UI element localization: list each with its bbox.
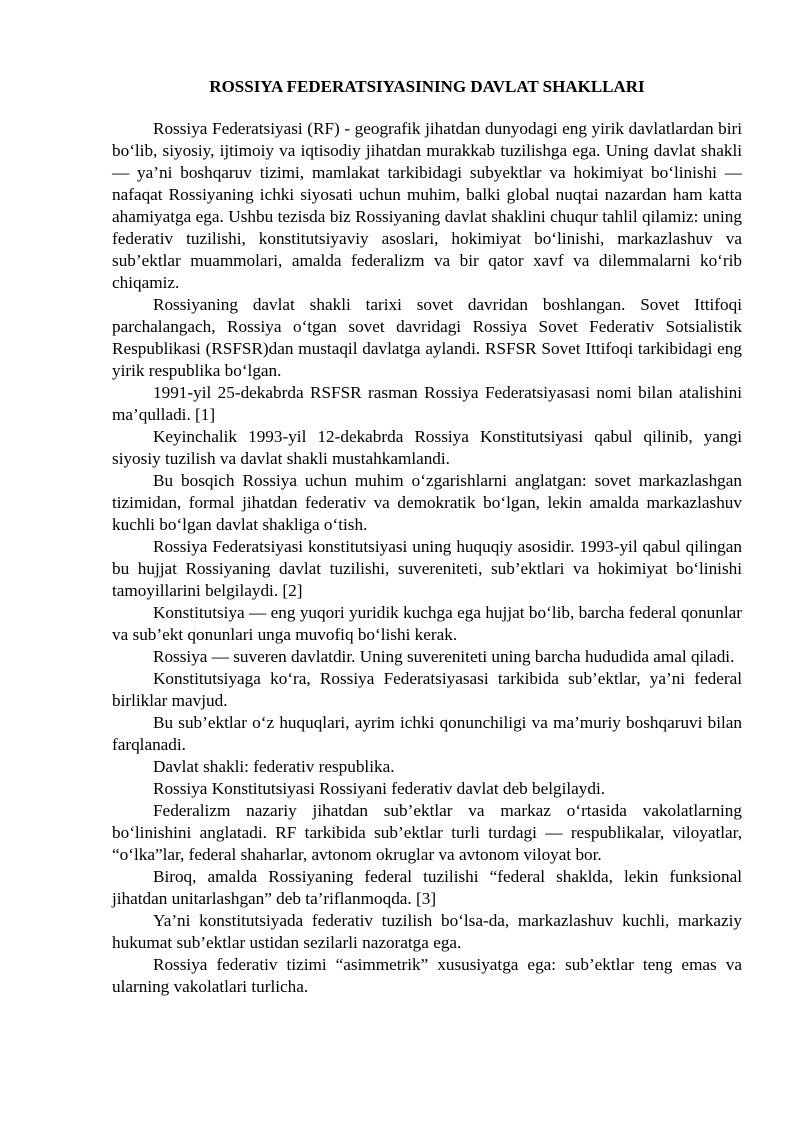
document-page bbox=[112, 76, 742, 998]
paragraph: Bu bosqich Rossiya uchun muhim o‘zgarishlarni anglatgan: sovet markazlashgan tizimidan, formal jihatdan federativ va demokratik bo‘lgan, lekin amalda markazlashuv kuchli bo‘lgan davlat shakliga o‘tish. bbox=[112, 471, 742, 534]
paragraph: Biroq, amalda Rossiyaning federal tuzilishi “federal shaklda, lekin funksional jihatdan unitarlashgan” deb ta’riflanmoqda. [3] bbox=[112, 867, 742, 908]
paragraph: Rossiya Federatsiyasi konstitutsiyasi uning huquqiy asosidir. 1993-yil qabul qilingan bu hujjat Rossiyaning davlat tuzilishi, suvereniteti, sub’ektlari va hokimiyat bo‘linishi tamoyillarini belgilaydi. [2] bbox=[112, 537, 742, 600]
paragraph: Rossiya Konstitutsiyasi Rossiyani federativ davlat deb belgilaydi. bbox=[153, 779, 606, 798]
paragraph: Rossiyaning davlat shakli tarixi sovet davridan boshlangan. Sovet Ittifoqi parchalangach, Rossiya o‘tgan sovet davridagi Rossiya Sovet Federativ Sotsialistik Respublikasi (RSFSR)dan mustaqil davlatga aylandi. RSFSR Sovet Ittifoqi tarkibidagi eng yirik respublika bo‘lgan. bbox=[112, 295, 742, 380]
paragraph: Konstitutsiyaga ko‘ra, Rossiya Federatsiyasasi tarkibida sub’ektlar, ya’ni federal birliklar mavjud. bbox=[112, 669, 742, 710]
paragraph: Rossiya federativ tizimi “asimmetrik” xususiyatga ega: sub’ektlar teng emas va ularning vakolatlari turlicha. bbox=[112, 955, 742, 996]
paragraph: Ya’ni konstitutsiyada federativ tuzilish bo‘lsa-da, markazlashuv kuchli, markaziy hukumat sub’ektlar ustidan sezilarli nazoratga ega. bbox=[112, 911, 742, 952]
paragraph: Konstitutsiya — eng yuqori yuridik kuchga ega hujjat bo‘lib, barcha federal qonunlar va sub’ekt qonunlari unga muvofiq bo‘lishi kerak. bbox=[112, 603, 742, 644]
paragraph: 1991-yil 25-dekabrda RSFSR rasman Rossiya Federatsiyasasi nomi bilan atalishini ma’qulladi. [1] bbox=[112, 383, 742, 424]
paragraph: Rossiya Federatsiyasi (RF) - geografik jihatdan dunyodagi eng yirik davlatlardan biri bo‘lib, siyosiy, ijtimoiy va iqtisodiy jihatdan murakkab tuzilishga ega. Uning davlat shakli — ya’ni boshqaruv tizimi, mamlakat tarkibidagi subyektlar va hokimiyat bo‘linishi — nafaqat Rossiyaning ichki siyosati uchun muhim, balki global nuqtai nazardan ham katta ahamiyatga ega. Ushbu tezisda biz Rossiyaning davlat shaklini chuqur tahlil qilamiz: uning federativ tuzilishi, konstitutsiyaviy asoslari, hokimiyat bo‘linishi, markazlashuv va sub’ektlar muammolari, amalda federalizm va bir qator xavf va dilemmalarni ko‘rib chiqamiz. bbox=[112, 119, 742, 292]
document-title: ROSSIYA FEDERATSIYASINING DAVLAT SHAKLLARI bbox=[209, 77, 645, 96]
paragraph: Rossiya — suveren davlatdir. Uning suvereniteti uning barcha hududida amal qiladi. bbox=[153, 647, 735, 666]
paragraph: Davlat shakli: federativ respublika. bbox=[153, 757, 395, 776]
paragraph: Keyinchalik 1993-yil 12-dekabrda Rossiya Konstitutsiyasi qabul qilinib, yangi siyosiy tuzilish va davlat shakli mustahkamlandi. bbox=[112, 427, 742, 468]
paragraph: Federalizm nazariy jihatdan sub’ektlar va markaz o‘rtasida vakolatlarning bo‘linishini anglatadi. RF tarkibida sub’ektlar turli turdagi — respublikalar, viloyatlar, “o‘lka”lar, federal shaharlar, avtonom okruglar va avtonom viloyat bor. bbox=[112, 801, 742, 864]
paragraph: Bu sub’ektlar o‘z huquqlari, ayrim ichki qonunchiligi va ma’muriy boshqaruvi bilan farqlanadi. bbox=[112, 713, 742, 754]
